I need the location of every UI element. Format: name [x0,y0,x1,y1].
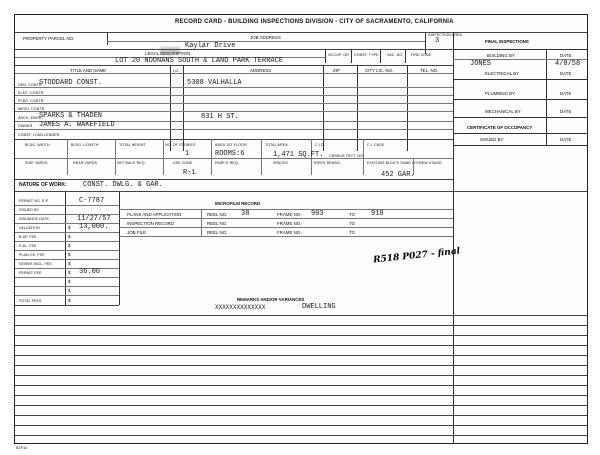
use-zone-label: USE ZONE [173,161,193,165]
issuance-date-value: 11/27/57 [77,215,111,223]
issuance-date-label: ISSUANCE DATE [19,217,49,221]
valuation-label: VALUATION [19,226,40,230]
permit-fee-value: 36.00 [79,268,101,276]
occup-grp-label: OCCUP. GR. [328,53,350,57]
valuation-dollar: $ [68,225,71,230]
plumbing-date-label: DATE [560,91,572,96]
cert-occupancy-label: CERTIFICATE OF OCCUPANCY [467,125,533,130]
extra-fee-1-dollar: $ [68,279,71,284]
permit-fee-label: PERMIT FEE [19,271,42,275]
inspection-frame-label: FRAME NO.- [277,221,303,226]
parkg-req-label: PARK'G REQ. [215,161,239,165]
trees-remvd-label: TREES REMVD. [313,161,342,165]
existing-bldg-value: 452 GAR. [381,171,415,179]
job-file-frame-label: FRAME NO.- [277,230,303,235]
handwritten-note: R518 P027 - final [372,246,461,266]
total-fees-dollar: $ [68,298,71,303]
issued-by-label: ISSUED BY [480,137,504,142]
total-fees-label: TOTAL FEES [19,299,42,303]
valuation-value: 13,000. [79,223,109,231]
sal-fee-dollar: $ [68,243,71,248]
use-zone-value: R-1 [183,169,196,177]
plans-frame-to-value: 918 [371,210,384,218]
plumbing-by-label: PLUMBING BY [485,91,516,96]
arch-engr-address-value: 831 H ST. [201,113,239,121]
const-type-label: CONST. TYPE [354,53,379,57]
inspection-area-value: 3 [435,37,440,45]
plans-reel-label: REEL NO. [207,212,228,217]
property-parcel-label: PROPERTY PARCEL NO. [23,36,75,41]
job-file-label: JOB FILE [127,230,147,235]
gen-contr-address-value: 5308 VALHALLA [187,79,242,87]
plans-to-label: TO [349,212,356,217]
ci-case-label: C.I. CASE [367,143,385,147]
total-height-label: TOTAL HEIGHT [119,143,146,147]
permit-no-label: PERMIT NO. E.P. [19,199,49,203]
final-inspections-label: FINAL INSPECTIONS [485,39,529,44]
sal-fee-label: S.&L. FEE [19,244,37,248]
sewer-incl-fee-dollar: $ [68,261,71,266]
inspection-area-label: INSPECTION AREA [428,33,463,37]
bp-fee-label: B.&P. FEE [19,235,37,239]
building-date-value: 4/8/58 [555,60,581,68]
issued-date-label: DATE [560,137,572,142]
sewer-incl-fee-label: SEWER INCL. FEE [19,262,52,266]
inspection-reel-label: REEL NO. [207,221,228,226]
plan-ck-fee-label: PLAN CK. FEE [19,253,45,257]
remarks-struck: XXXXXXXXXXXXXX [215,304,266,311]
permit-fee-dollar: $ [68,270,71,275]
plbg-contr-label: PLBG. CONTR. [18,99,45,103]
fire-zone-label: FIRE ZONE [411,53,432,57]
card-title: RECORD CARD - BUILDING INSPECTIONS DIVISION - CITY OF SACRAMENTO, CALIFORNIA [175,19,454,25]
gen-contr-value: STODDARD CONST. [39,79,103,87]
remarks-label: REMARKS AND/OR VARIANCES [237,297,305,302]
building-date-label: DATE [560,53,572,58]
total-area-label: TOTAL AREA [265,143,288,147]
bldg-width-label: BLDG. WIDTH [25,143,50,147]
cid-label: C.I.D. [315,143,325,147]
rear-yards-label: REAR YARDS [73,161,98,165]
mech-contr-label: MECH. CONTR. [18,107,46,111]
address-label: ADDRESS [250,68,272,73]
title-and-name-label: TITLE AND NAME [70,68,107,73]
electrical-date-label: DATE [560,71,572,76]
existing-bldg-label: EXISTING BLDG'S SAME LOT [367,161,420,165]
plans-reel-value: 38 [241,210,250,218]
census-tract-label: CENSUS TRCT. NO. [329,154,365,158]
owner-value: JAMES A. WAKEFIELD [39,121,115,129]
form-number: B1P10 [16,446,28,450]
job-address-label: JOB ADDRESS [250,35,281,40]
elec-contr-label: ELEC. CONTR. [18,91,45,95]
job-file-to-label: TO [349,230,356,235]
inspection-to-label: TO [349,221,356,226]
side-yards-label: SIDE YARDS [25,161,48,165]
rooms-value: ROOMS:6 [215,150,245,158]
remarks-text: DWELLING [302,303,336,311]
bldg-length-label: BLDG. LENGTH [71,143,99,147]
mechanical-by-label: MECHANICAL BY [485,109,521,114]
issued-by2-label: ISSUED BY [19,208,40,212]
legal-description-value: LOT 20 NOONANS SOUTH & LAND PARK TERRACE [115,57,284,65]
arch-engr-label: ARCH. ENGR. [18,116,43,120]
microfilm-record-label: MICROFILM RECORD [215,201,261,206]
building-by-label: BUILDING BY [487,53,515,58]
inspection-record-label: INSPECTION RECORD [127,221,175,226]
const-lender-label: CONST. LOAN LENDER [18,133,60,137]
set-back-label: SET BACK REQ. [117,161,146,165]
plans-application-label: PLANS AND APPLICATION [127,212,182,217]
nature-of-work-label: NATURE OF WORK: [19,182,67,188]
building-inspector-value: JONES [470,60,492,68]
bp-fee-dollar: $ [68,234,71,239]
new-usage-label: NEW USAGE [419,161,442,165]
no-stories-value: 1 [185,150,190,158]
tel-no-label: TEL. NO. [420,68,439,73]
no-stories-label: NO. OF STORIES [165,143,196,147]
legal-description-label: LEGAL DESCRIPTION [145,51,191,56]
total-area-value: 1,471 SQ.FT. [273,151,324,159]
plans-frame-from-value: 903 [311,210,324,218]
zip-label: ZIP [333,68,340,73]
owner-label: OWNER [18,124,33,128]
plan-ck-fee-dollar: $ [68,252,71,257]
city-lic-label: CITY LIC. NO. [365,68,394,73]
lc-label: L/C [173,69,179,73]
job-file-reel-label: REEL NO. [207,230,228,235]
extra-fee-2-dollar: $ [68,288,71,293]
permit-no-value: C-7787 [79,197,105,205]
job-address-value: Kaylar Drive [185,42,236,50]
record-card [14,14,588,444]
plans-frame-label: FRAME NO.- [277,212,303,217]
mechanical-date-label: DATE [560,109,572,114]
area-1st-floor-label: AREA 1ST FLOOR [215,143,247,147]
arch-engr-value: SPARKS & THADEN [39,112,103,120]
spaces-label: SPACES [273,161,288,165]
vac-no-label: VAC. NO. [387,53,404,57]
electrical-by-label: ELECTRICAL BY [485,71,519,76]
gen-contr-label: GEN. CONTR. [18,83,43,87]
nature-of-work-value: CONST. DWLG. & GAR. [83,181,163,189]
